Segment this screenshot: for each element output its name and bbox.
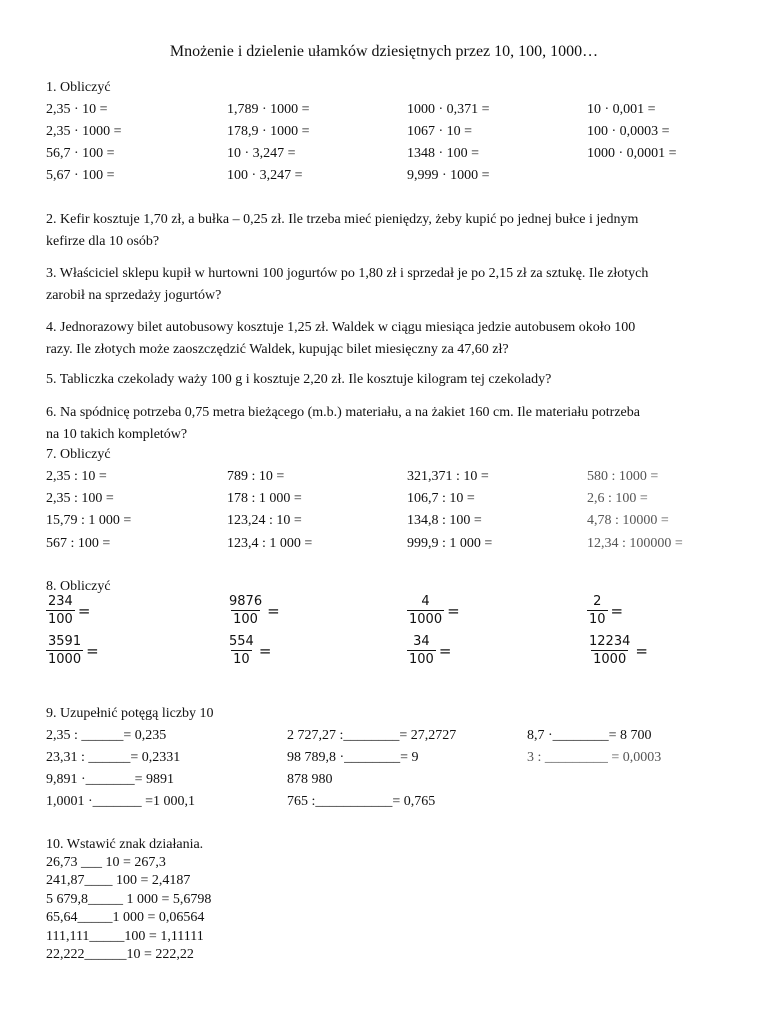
fraction-item [587, 594, 623, 627]
equals-sign: = [86, 641, 99, 660]
page-title: Mnożenie i dzielenie ułamków dziesiętnych przez 10, 100, 1000… [169, 43, 599, 60]
ex9-item: 2 727,27 :________= 27,2727 [287, 728, 457, 743]
ex7-item: 106,7 : 10 = [407, 491, 475, 506]
ex9-item: 98 789,8 ·________= 9 [287, 750, 419, 765]
fraction-denominator: 10 [233, 652, 250, 667]
fraction-item [407, 634, 451, 667]
ex1-item: 1348 · 100 = [407, 146, 480, 161]
ex1-item: 100 · 3,247 = [227, 168, 303, 183]
exercise-1-heading: 1. Obliczyć [46, 80, 111, 95]
ex10-item: 111,111_____100 = 1,11111 [46, 929, 204, 944]
ex7-item: 4,78 : 10000 = [587, 513, 669, 528]
equals-sign: = [77, 601, 91, 620]
fraction-item [407, 594, 460, 627]
fraction-denominator: 10 [589, 612, 606, 627]
ex1-item: 100 · 0,0003 = [587, 124, 670, 139]
exercise-4 [46, 317, 722, 360]
exercise-4-line: 4. Jednorazowy bilet autobusowy kosztuje 1,25 zł. Waldek w ciągu miesiąca jedzie autobusem około 100 [46, 320, 636, 335]
ex9-item: 23,31 : ______= 0,2331 [46, 750, 181, 765]
ex9-item: 878 980 [287, 772, 333, 787]
fraction-numerator: 34 [413, 634, 430, 649]
ex1-item: 2,35 · 10 = [46, 102, 108, 117]
fraction-item [46, 594, 90, 627]
exercise-7-heading: 7. Obliczyć [46, 447, 111, 462]
ex1-item: 1000 · 0,371 = [407, 102, 490, 117]
ex10-item: 26,73 ___ 10 = 267,3 [46, 855, 166, 870]
fraction-numerator: 234 [48, 594, 73, 609]
ex1-item: 10 · 0,001 = [587, 102, 656, 117]
exercise-10-heading: 10. Wstawić znak działania. [46, 837, 204, 852]
exercise-9-heading: 9. Uzupełnić potęgą liczby 10 [46, 706, 214, 721]
equals-sign: = [258, 641, 272, 660]
fraction-numerator: 4 [421, 594, 430, 609]
ex7-item: 123,4 : 1 000 = [227, 536, 313, 551]
ex1-item: 178,9 · 1000 = [227, 124, 310, 139]
ex7-item: 2,35 : 100 = [46, 491, 114, 506]
ex7-item: 567 : 100 = [46, 536, 111, 551]
ex9-item: 8,7 ·________= 8 700 [527, 728, 652, 743]
ex9-item: 2,35 : ______= 0,235 [46, 728, 167, 743]
ex9-item: 1,0001 ·_______ =1 000,1 [46, 794, 196, 809]
ex7-item: 178 : 1 000 = [227, 491, 302, 506]
ex7-item: 580 : 1000 = [587, 469, 659, 484]
exercise-5 [46, 369, 722, 391]
ex7-item: 321,371 : 10 = [407, 469, 489, 484]
ex1-item: 5,67 · 100 = [46, 168, 115, 183]
equals-sign: = [447, 601, 460, 620]
ex1-item: 9,999 · 1000 = [407, 168, 490, 183]
equals-sign: = [610, 601, 624, 620]
exercise-2 [46, 209, 722, 252]
ex7-item: 2,6 : 100 = [587, 491, 648, 506]
exercise-3-line: zarobił na sprzedaży jogurtów? [46, 287, 222, 303]
ex1-item: 1000 · 0,0001 = [587, 146, 677, 161]
exercise-3 [46, 263, 722, 306]
fraction-numerator: 3591 [48, 634, 82, 649]
exercise-6-line: 6. Na spódnicę potrzeba 0,75 metra bieżącego (m.b.) materiału, a na żakiet 160 cm. Ile materiału potrzeba [46, 405, 640, 420]
fraction-numerator: 554 [229, 634, 254, 649]
ex7-item: 999,9 : 1 000 = [407, 536, 493, 551]
exercise-6-line: na 10 takich kompletów? [46, 426, 188, 442]
exercise-4-line: razy. Ile złotych może zaoszczędzić Waldek, kupując bilet miesięczny za 47,60 zł? [46, 341, 509, 357]
ex1-item: 10 · 3,247 = [227, 146, 296, 161]
ex7-item: 789 : 10 = [227, 469, 285, 484]
ex9-item: 3 : _________ = 0,0003 [527, 750, 662, 765]
exercise-3-line: 3. Właściciel sklepu kupił w hurtowni 100 jogurtów po 1,80 zł i sprzedał je po 2,15 zł za sztukę. Ile złotych [46, 266, 649, 281]
fraction-numerator: 9876 [229, 594, 263, 609]
ex1-item: 1,789 · 1000 = [227, 102, 310, 117]
fraction-denominator: 1000 [409, 612, 443, 627]
equals-sign: = [267, 601, 280, 620]
fraction-denominator: 100 [409, 652, 434, 667]
ex1-item: 2,35 · 1000 = [46, 124, 122, 139]
ex10-item: 65,64_____1 000 = 0,06564 [46, 910, 205, 925]
fraction-denominator: 1000 [593, 652, 627, 667]
fraction-denominator: 100 [48, 612, 73, 627]
ex7-item: 15,79 : 1 000 = [46, 513, 132, 528]
fraction-denominator: 1000 [48, 652, 82, 667]
fraction-numerator: 12234 [589, 634, 631, 649]
ex7-item: 2,35 : 10 = [46, 469, 107, 484]
ex10-item: 241,87____ 100 = 2,4187 [46, 873, 191, 888]
ex1-item: 1067 · 10 = [407, 124, 473, 139]
fraction-denominator: 100 [233, 612, 258, 627]
ex9-item: 765 :___________= 0,765 [287, 794, 436, 809]
ex10-item: 5 679,8_____ 1 000 = 5,6798 [46, 892, 212, 907]
exercise-2-line: 2. Kefir kosztuje 1,70 zł, a bułka – 0,25 zł. Ile trzeba mieć pieniędzy, żeby kupić po jednej bułce i jednym [46, 212, 639, 227]
fraction-item [46, 634, 99, 667]
ex7-item: 123,24 : 10 = [227, 513, 302, 528]
fraction-item [227, 634, 271, 667]
fraction-item [227, 594, 280, 627]
fraction-numerator: 2 [593, 594, 602, 609]
exercise-6 [46, 402, 722, 445]
ex9-item: 9,891 ·_______= 9891 [46, 772, 175, 787]
exercise-8-heading: 8. Obliczyć [46, 579, 111, 594]
ex7-item: 12,34 : 100000 = [587, 536, 683, 551]
ex7-item: 134,8 : 100 = [407, 513, 482, 528]
fraction-item [587, 634, 648, 667]
exercise-5-line: 5. Tabliczka czekolady waży 100 g i kosztuje 2,20 zł. Ile kosztuje kilogram tej czekolady? [46, 372, 552, 387]
exercise-2-line: kefirze dla 10 osób? [46, 233, 160, 249]
equals-sign: = [438, 641, 452, 660]
ex10-item: 22,222______10 = 222,22 [46, 947, 194, 962]
equals-sign: = [635, 641, 648, 660]
ex1-item: 56,7 · 100 = [46, 146, 115, 161]
